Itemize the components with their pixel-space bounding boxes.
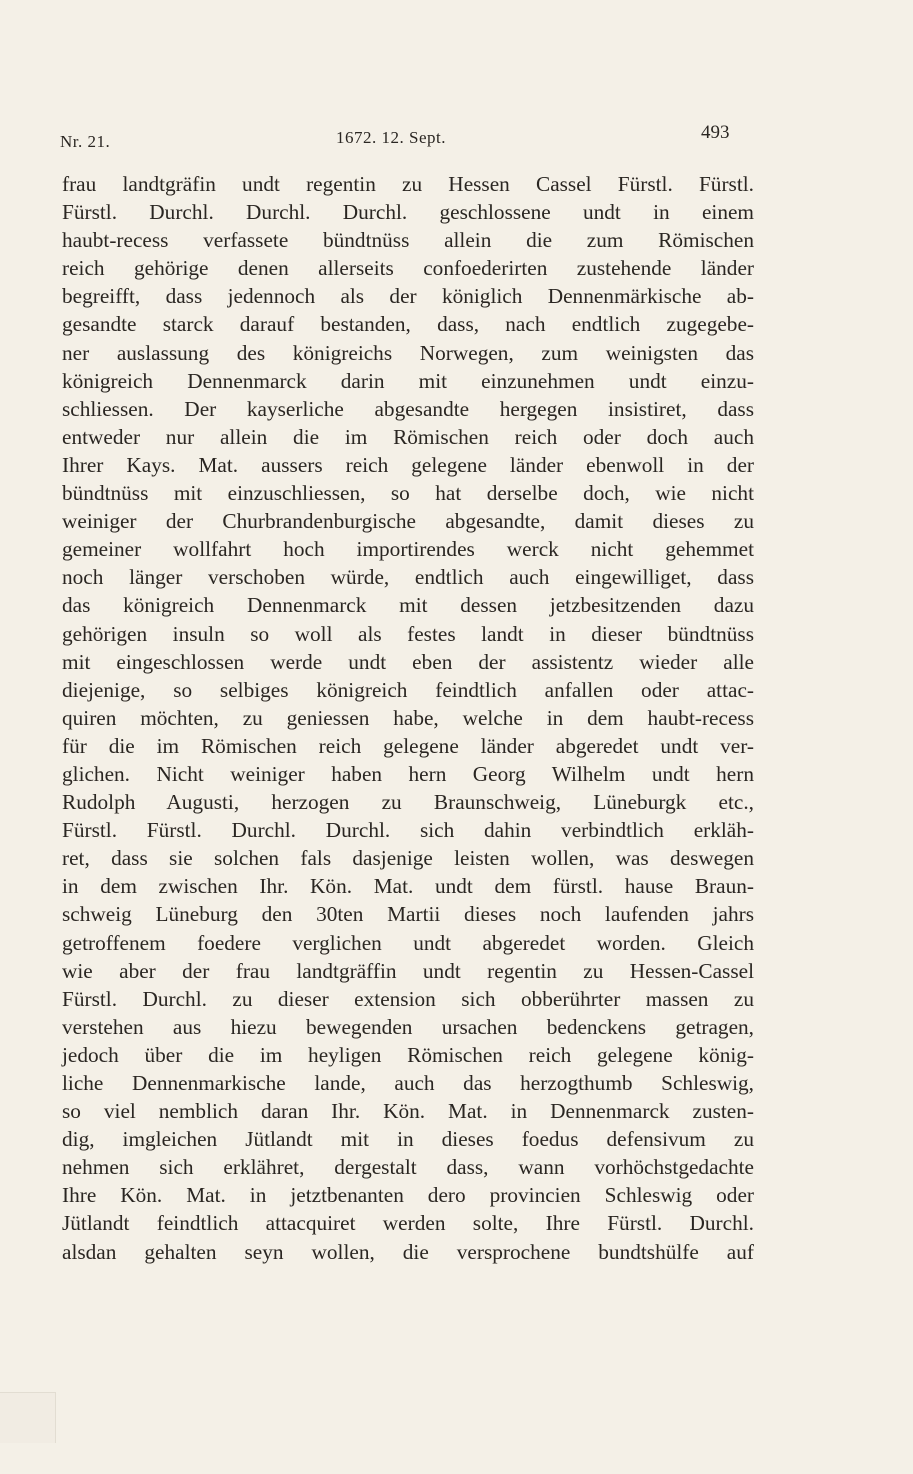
text-line: mit eingeschlossen werde undt eben der assistentz wieder alle [62, 649, 754, 674]
text-line: frau landtgräfin undt regentin zu Hessen Cassel Fürstl. Fürstl. [62, 172, 754, 196]
text-line: glichen. Nicht weiniger haben hern Georg Wilhelm undt hern [62, 761, 754, 786]
paper-blemish [0, 1392, 56, 1443]
text-line: so viel nemblich daran Ihr. Kön. Mat. in Dennenmarck zusten- [62, 1099, 754, 1124]
text-line: jedoch über die im heyligen Römischen reich gelegene könig- [62, 1042, 754, 1067]
document-number: Nr. 21. [60, 132, 111, 151]
text-line: schweig Lüneburg den 30ten Martii dieses noch laufenden jahrs [62, 902, 754, 927]
text-line: noch länger verschoben würde, endtlich auch eingewilliget, dass [62, 565, 754, 590]
running-header [60, 122, 740, 152]
text-line: für die im Römischen reich gelegene länder abgeredet undt ver- [62, 733, 754, 758]
document-date: 1672. 12. Sept. [336, 128, 446, 147]
text-line: nehmen sich erklähret, dergestalt dass, wann vorhöchstgedachte [62, 1155, 754, 1180]
text-line: Fürstl. Durchl. Durchl. Durchl. geschlossene undt in einem [62, 200, 754, 225]
text-line: Ihrer Kays. Mat. aussers reich gelegene länder ebenwoll in der [62, 452, 754, 477]
text-line: bündtnüss mit einzuschliessen, so hat derselbe doch, wie nicht [62, 481, 754, 506]
text-line: gemeiner wollfahrt hoch importirendes werck nicht gehemmet [62, 537, 754, 562]
text-line: Ihre Kön. Mat. in jetztbenanten dero provincien Schleswig oder [62, 1183, 754, 1208]
text-line: entweder nur allein die im Römischen reich oder doch auch [62, 424, 754, 449]
text-line: schliessen. Der kayserliche abgesandte hergegen insistiret, dass [62, 396, 754, 421]
text-line: ner auslassung des königreichs Norwegen, zum weinigsten das [62, 340, 754, 365]
text-line: haubt-recess verfassete bündtnüss allein die zum Römischen [62, 228, 754, 253]
text-line: Fürstl. Fürstl. Durchl. Durchl. sich dahin verbindtlich erkläh- [62, 818, 754, 843]
text-line: dig, imgleichen Jütlandt mit in dieses foedus defensivum zu [62, 1127, 754, 1152]
text-line: weiniger der Churbrandenburgische abgesandte, damit dieses zu [62, 509, 754, 534]
text-line: liche Dennenmarkische lande, auch das herzogthumb Schleswig, [62, 1071, 754, 1095]
text-line: Jütlandt feindtlich attacquiret werden solte, Ihre Fürstl. Durchl. [62, 1211, 754, 1236]
text-line: gehörigen insuln so woll als festes landt in dieser bündtnüss [62, 621, 754, 646]
text-line: getroffenem foedere verglichen undt abgeredet worden. Gleich [62, 930, 754, 955]
text-line: in dem zwischen Ihr. Kön. Mat. undt dem fürstl. hause Braun- [62, 874, 754, 899]
text-line: verstehen aus hiezu bewegenden ursachen bedenckens getragen, [62, 1014, 754, 1039]
text-line: ret, dass sie solchen fals dasjenige leisten wollen, was deswegen [62, 846, 754, 871]
text-line: Rudolph Augusti, herzogen zu Braunschweig, Lüneburgk etc., [62, 790, 754, 815]
page-number: 493 [701, 122, 730, 143]
text-line: das königreich Dennenmarck mit dessen jetzbesitzenden dazu [62, 593, 754, 618]
text-line: gesandte starck darauf bestanden, dass, nach endtlich zugegebe- [62, 312, 754, 337]
text-line: quiren möchten, zu geniessen habe, welche in dem haubt-recess [62, 705, 754, 730]
text-line: königreich Dennenmarck darin mit einzunehmen undt einzu- [62, 368, 754, 393]
text-line: begreifft, dass jedennoch als der königlich Dennenmärkische ab- [62, 284, 754, 309]
text-line: Fürstl. Durchl. zu dieser extension sich obberührter massen zu [62, 986, 754, 1011]
body-text [62, 170, 754, 1266]
text-line: wie aber der frau landtgräffin undt regentin zu Hessen-Cassel [62, 958, 754, 983]
text-line: reich gehörige denen allerseits confoederirten zustehende länder [62, 256, 754, 281]
text-line: alsdan gehalten seyn wollen, die versprochene bundtshülfe auf [62, 1239, 754, 1264]
text-line: diejenige, so selbiges königreich feindtlich anfallen oder attac- [62, 677, 754, 702]
